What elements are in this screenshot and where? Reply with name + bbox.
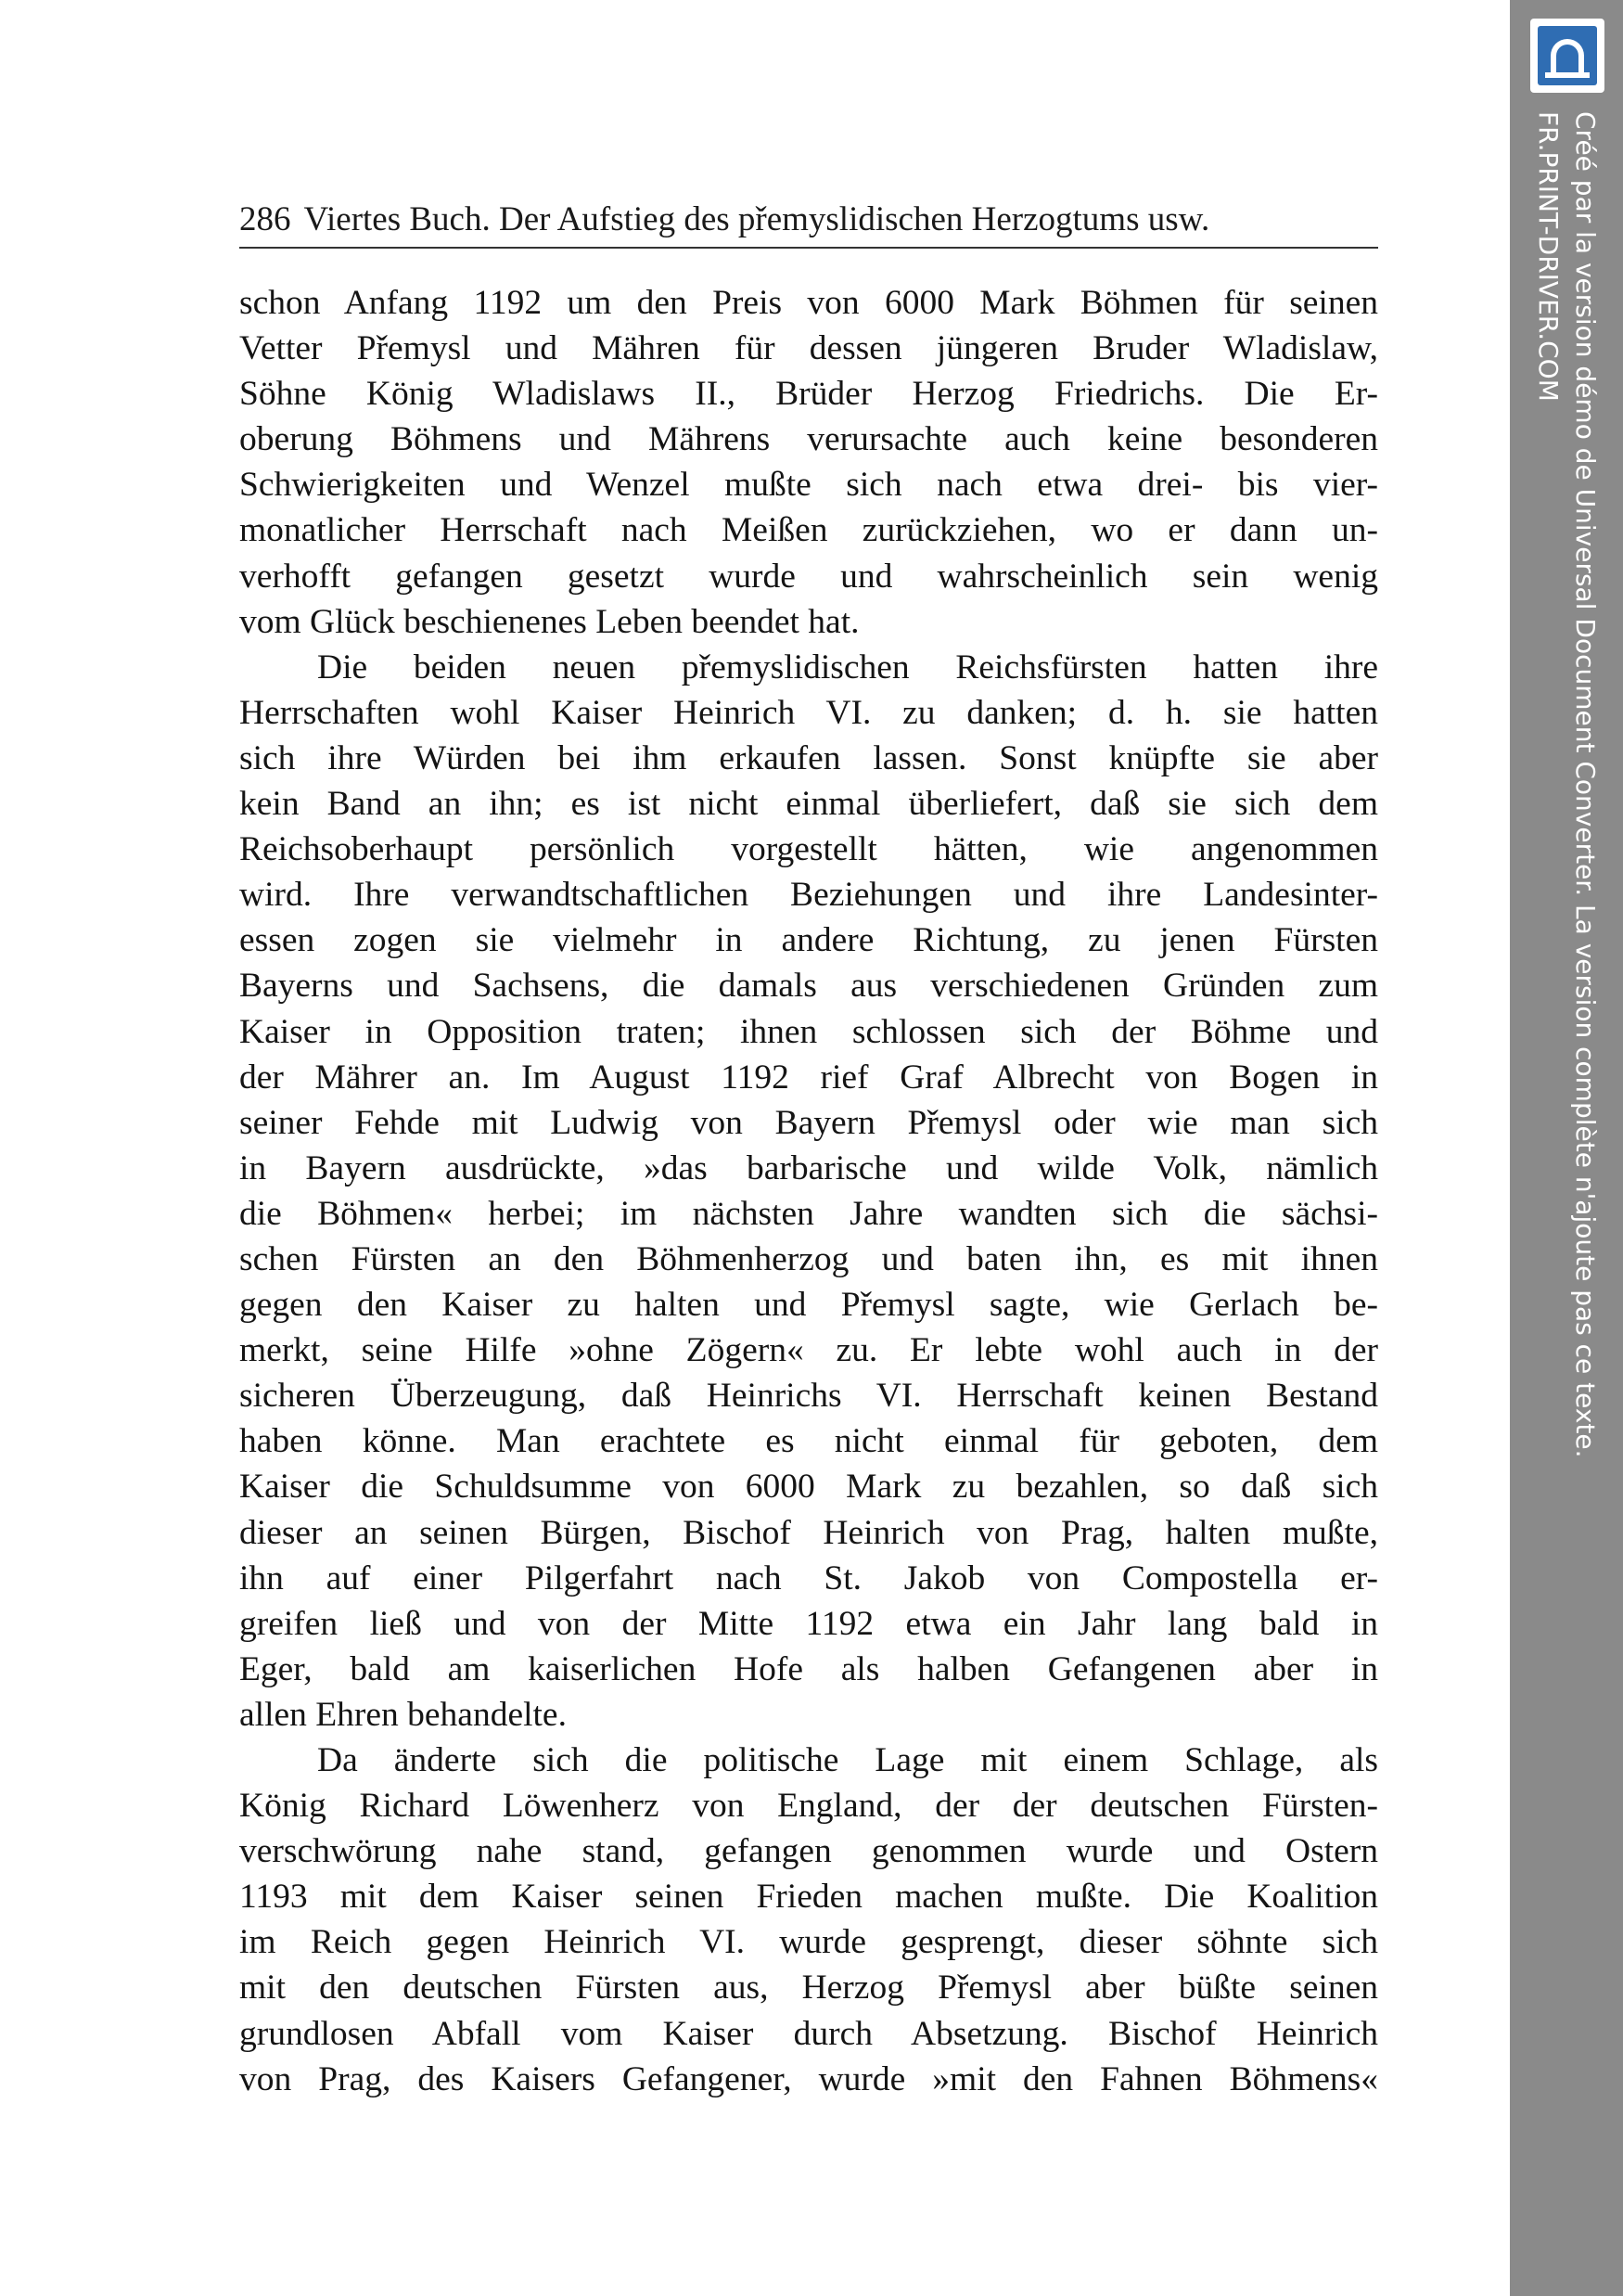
text-line: Söhne König Wladislaws II., Brüder Herzog Friedrichs. Die Er- xyxy=(239,375,1378,414)
text-line: 1193 mit dem Kaiser seinen Frieden machen mußte. Die Koalition xyxy=(239,1878,1378,1917)
text-line: Die beiden neuen přemyslidischen Reichsfürsten hatten ihre xyxy=(317,648,1378,686)
page-number: 286 xyxy=(239,200,291,238)
paragraph xyxy=(239,645,1378,1738)
text-line: monatlicher Herrschaft nach Meißen zurückziehen, wo er dann un- xyxy=(239,511,1378,550)
logo-arch xyxy=(1551,39,1584,76)
text-line: grundlosen Abfall vom Kaiser durch Absetzung. Bischof Heinrich xyxy=(239,2014,1378,2053)
text-line: Bayerns und Sachsens, die damals aus verschiedenen Gründen zum xyxy=(239,967,1378,1006)
udc-logo-icon xyxy=(1530,19,1604,93)
text-line: von Prag, des Kaisers Gefangener, wurde »mit den Fahnen Böhmens« xyxy=(239,2059,1378,2098)
text-line: verschwörung nahe stand, gefangen genommen wurde und Ostern xyxy=(239,1832,1378,1871)
text-line: ihn auf einer Pilgerfahrt nach St. Jakob von Compostella er- xyxy=(239,1558,1378,1597)
watermark-sidebar xyxy=(1510,0,1623,2296)
text-line: in Bayern ausdrückte, »das barbarische und wilde Volk, nämlich xyxy=(239,1148,1378,1187)
text-line: Reichsoberhaupt persönlich vorgestellt hätten, wie angenommen xyxy=(239,830,1378,869)
text-line: sicheren Überzeugung, daß Heinrichs VI. Herrschaft keinen Bestand xyxy=(239,1377,1378,1416)
text-line: kein Band an ihn; es ist nicht einmal überliefert, daß sie sich dem xyxy=(239,785,1378,824)
watermark-text-line2: FR.PRINT-DRIVER.COM xyxy=(1533,111,1564,402)
header-rule xyxy=(239,247,1378,249)
text-line: im Reich gegen Heinrich VI. wurde gesprengt, dieser söhnte sich xyxy=(239,1923,1378,1962)
logo-tile xyxy=(1538,26,1597,85)
text-line: vom Glück beschienenes Leben beendet hat. xyxy=(239,602,860,641)
text-line: sich ihre Würden bei ihm erkaufen lassen. Sonst knüpfte sie aber xyxy=(239,738,1378,777)
logo-base xyxy=(1545,72,1590,78)
text-line: Vetter Přemysl und Mähren für dessen jüngeren Bruder Wladislaw, xyxy=(239,329,1378,368)
text-line: die Böhmen« herbei; im nächsten Jahre wandten sich die sächsi- xyxy=(239,1194,1378,1233)
text-line: mit den deutschen Fürsten aus, Herzog Přemysl aber büßte seinen xyxy=(239,1969,1378,2007)
text-line: oberung Böhmens und Mährens verursachte auch keine besonderen xyxy=(239,420,1378,459)
text-line: der Mährer an. Im August 1192 rief Graf Albrecht von Bogen in xyxy=(239,1058,1378,1097)
text-line: Da änderte sich die politische Lage mit einem Schlage, als xyxy=(317,1741,1378,1779)
text-line: dieser an seinen Bürgen, Bischof Heinrich von Prag, halten mußte, xyxy=(239,1513,1378,1552)
paragraph xyxy=(239,1738,1378,2102)
text-line: König Richard Löwenherz von England, der der deutschen Fürsten- xyxy=(239,1787,1378,1826)
text-line: gegen den Kaiser zu halten und Přemysl sagte, wie Gerlach be- xyxy=(239,1286,1378,1325)
text-line: seiner Fehde mit Ludwig von Bayern Přemysl oder wie man sich xyxy=(239,1103,1378,1142)
watermark-text-line1: Créé par la version démo de Universal Document Converter. La version complète n'ajoute pas ce texte. xyxy=(1570,111,1601,1458)
paragraph xyxy=(239,280,1378,645)
text-line: merkt, seine Hilfe »ohne Zögern« zu. Er lebte wohl auch in der xyxy=(239,1331,1378,1370)
text-line: greifen ließ und von der Mitte 1192 etwa ein Jahr lang bald in xyxy=(239,1604,1378,1643)
text-line: essen zogen sie vielmehr in andere Richtung, zu jenen Fürsten xyxy=(239,921,1378,960)
body-text xyxy=(239,280,1378,2102)
text-line: Schwierigkeiten und Wenzel mußte sich nach etwa drei- bis vier- xyxy=(239,466,1378,505)
text-line: schon Anfang 1192 um den Preis von 6000 Mark Böhmen für seinen xyxy=(239,284,1378,322)
running-header xyxy=(239,197,1378,243)
running-title: Viertes Buch. Der Aufstieg des přemyslidischen Herzogtums usw. xyxy=(303,200,1210,238)
text-line: verhofft gefangen gesetzt wurde und wahrscheinlich sein wenig xyxy=(239,557,1378,596)
text-line: schen Fürsten an den Böhmenherzog und baten ihn, es mit ihnen xyxy=(239,1239,1378,1278)
text-line: allen Ehren behandelte. xyxy=(239,1695,567,1734)
text-line: Kaiser in Opposition traten; ihnen schlossen sich der Böhme und xyxy=(239,1012,1378,1051)
text-line: haben könne. Man erachtete es nicht einmal für geboten, dem xyxy=(239,1422,1378,1461)
text-line: Eger, bald am kaiserlichen Hofe als halben Gefangenen aber in xyxy=(239,1649,1378,1688)
text-line: wird. Ihre verwandtschaftlichen Beziehungen und ihre Landesinter- xyxy=(239,876,1378,915)
text-line: Herrschaften wohl Kaiser Heinrich VI. zu danken; d. h. sie hatten xyxy=(239,693,1378,732)
text-line: Kaiser die Schuldsumme von 6000 Mark zu bezahlen, so daß sich xyxy=(239,1468,1378,1507)
